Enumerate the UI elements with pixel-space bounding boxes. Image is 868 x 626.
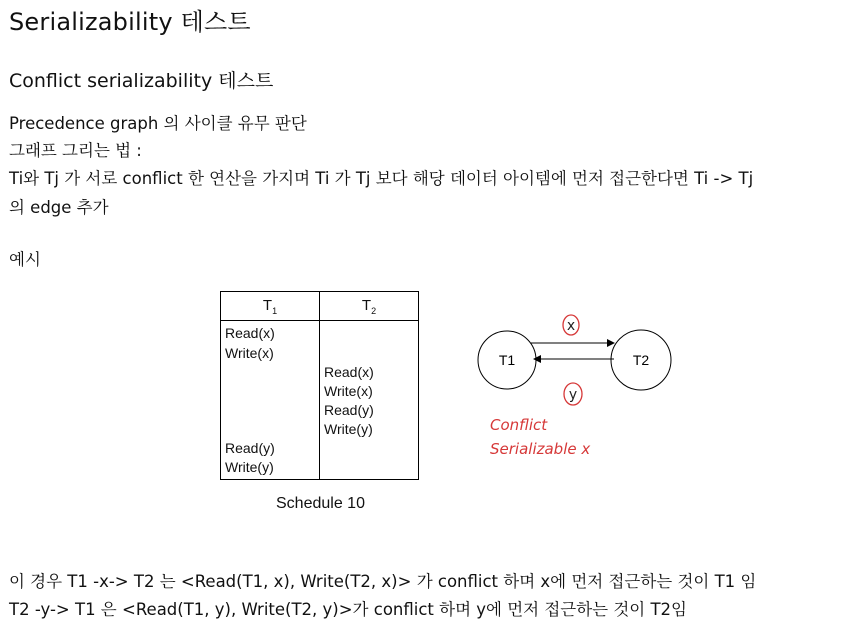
schedule-table bbox=[220, 291, 419, 480]
t2-operation: Write(y) bbox=[324, 421, 373, 437]
conclusion-line: T2 -y-> T1 은 <Read(T1, y), Write(T2, y)>가 conflict 하며 y에 먼저 접근하는 것이 T2임 bbox=[9, 600, 687, 619]
graph-node-t2-label: T2 bbox=[632, 352, 650, 368]
text-line: 그래프 그리는 법 : bbox=[9, 141, 142, 160]
edge-label-x: x bbox=[566, 318, 576, 334]
text-line: 의 edge 추가 bbox=[9, 198, 109, 217]
graph-node-t1-label: T1 bbox=[498, 352, 516, 368]
graph-node-t2 bbox=[611, 330, 671, 390]
conclusion-line: 이 경우 T1 -x-> T2 는 <Read(T1, x), Write(T2, x)> 가 conflict 하며 x에 먼저 접근하는 것이 T1 임 bbox=[9, 572, 757, 591]
section-heading: Conflict serializability 테스트 bbox=[9, 70, 274, 92]
edge-label-y: y bbox=[568, 387, 578, 403]
t1-operation: Read(y) bbox=[225, 440, 275, 456]
header-t2: $T_2$ bbox=[361, 297, 377, 316]
text-line: Precedence graph 의 사이클 유무 판단 bbox=[9, 114, 307, 133]
page-title: Serializability 테스트 bbox=[9, 8, 251, 36]
t2-operation: Read(x) bbox=[324, 364, 374, 380]
t1-operation: Write(y) bbox=[225, 459, 274, 475]
t1-operation: Read(x) bbox=[225, 325, 275, 341]
t1-operation: Write(x) bbox=[225, 345, 274, 361]
header-t1: $T_1$ bbox=[262, 297, 278, 316]
handwritten-note: Conflict bbox=[490, 416, 548, 434]
example-label: 예시 bbox=[9, 250, 41, 269]
edge-label-circle bbox=[564, 383, 582, 405]
graph-node-t1 bbox=[478, 331, 536, 389]
schedule-caption: Schedule 10 bbox=[276, 495, 365, 512]
header-divider bbox=[221, 320, 418, 321]
handwritten-note: Serializable x bbox=[490, 440, 591, 458]
text-line: Ti와 Tj 가 서로 conflict 한 연산을 가지며 Ti 가 Tj 보다 해당 데이터 아이템에 먼저 접근한다면 Ti -> Tj bbox=[9, 169, 754, 188]
edge-label-circle bbox=[563, 315, 579, 335]
t2-operation: Write(x) bbox=[324, 383, 373, 399]
t2-operation: Read(y) bbox=[324, 402, 374, 418]
